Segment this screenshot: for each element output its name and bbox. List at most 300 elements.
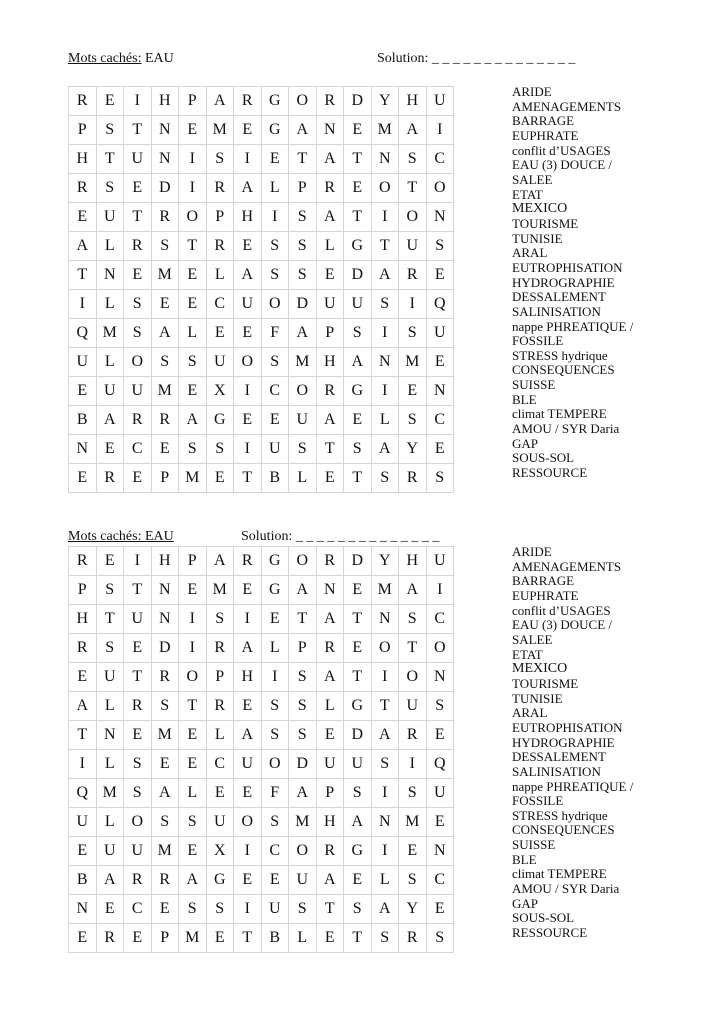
grid-cell[interactable]: Y xyxy=(399,895,427,924)
grid-cell[interactable]: O xyxy=(289,87,317,116)
grid-cell[interactable]: A xyxy=(151,779,179,808)
grid-cell[interactable]: A xyxy=(371,895,399,924)
grid-cell[interactable]: L xyxy=(179,319,207,348)
grid-cell[interactable]: C xyxy=(426,866,454,895)
grid-cell[interactable]: T xyxy=(344,663,372,692)
grid-cell[interactable]: A xyxy=(69,232,97,261)
grid-cell[interactable]: H xyxy=(69,145,97,174)
grid-cell[interactable]: R xyxy=(69,174,97,203)
grid-cell[interactable]: T xyxy=(96,605,124,634)
grid-cell[interactable]: I xyxy=(234,895,262,924)
grid-cell[interactable]: E xyxy=(206,319,234,348)
grid-cell[interactable]: U xyxy=(234,290,262,319)
grid-cell[interactable]: S xyxy=(124,319,152,348)
grid-cell[interactable]: L xyxy=(96,750,124,779)
grid-cell[interactable]: O xyxy=(124,348,152,377)
grid-cell[interactable]: E xyxy=(124,261,152,290)
grid-cell[interactable]: E xyxy=(179,721,207,750)
grid-cell[interactable]: O xyxy=(261,290,289,319)
grid-cell[interactable]: R xyxy=(69,87,97,116)
grid-cell[interactable]: U xyxy=(399,692,427,721)
grid-cell[interactable]: O xyxy=(261,750,289,779)
grid-cell[interactable]: O xyxy=(289,377,317,406)
grid-cell[interactable]: I xyxy=(179,605,207,634)
grid-cell[interactable]: C xyxy=(426,605,454,634)
grid-cell[interactable]: A xyxy=(179,866,207,895)
grid-cell[interactable]: N xyxy=(371,605,399,634)
grid-cell[interactable]: S xyxy=(151,348,179,377)
grid-cell[interactable]: S xyxy=(426,232,454,261)
grid-cell[interactable]: S xyxy=(289,663,317,692)
grid-cell[interactable]: A xyxy=(316,605,344,634)
grid-cell[interactable]: D xyxy=(344,87,372,116)
grid-cell[interactable]: S xyxy=(124,779,152,808)
grid-cell[interactable]: G xyxy=(344,232,372,261)
grid-cell[interactable]: T xyxy=(69,721,97,750)
grid-cell[interactable]: G xyxy=(261,576,289,605)
grid-cell[interactable]: S xyxy=(371,290,399,319)
grid-cell[interactable]: T xyxy=(316,895,344,924)
grid-cell[interactable]: S xyxy=(261,721,289,750)
grid-cell[interactable]: E xyxy=(426,895,454,924)
grid-cell[interactable]: E xyxy=(124,464,152,493)
grid-cell[interactable]: E xyxy=(69,663,97,692)
grid-cell[interactable]: E xyxy=(261,605,289,634)
grid-cell[interactable]: A xyxy=(289,576,317,605)
grid-cell[interactable]: S xyxy=(426,692,454,721)
grid-cell[interactable]: R xyxy=(316,377,344,406)
grid-cell[interactable]: D xyxy=(289,750,317,779)
grid-cell[interactable]: E xyxy=(179,261,207,290)
grid-cell[interactable]: P xyxy=(289,174,317,203)
grid-cell[interactable]: R xyxy=(206,692,234,721)
grid-cell[interactable]: R xyxy=(151,866,179,895)
grid-cell[interactable]: H xyxy=(399,87,427,116)
grid-cell[interactable]: A xyxy=(289,319,317,348)
grid-cell[interactable]: E xyxy=(206,464,234,493)
grid-cell[interactable]: C xyxy=(206,750,234,779)
grid-cell[interactable]: S xyxy=(179,808,207,837)
grid-cell[interactable]: B xyxy=(261,464,289,493)
grid-cell[interactable]: U xyxy=(261,435,289,464)
grid-cell[interactable]: I xyxy=(124,87,152,116)
grid-cell[interactable]: N xyxy=(69,435,97,464)
grid-cell[interactable]: B xyxy=(69,866,97,895)
grid-cell[interactable]: M xyxy=(151,837,179,866)
grid-cell[interactable]: T xyxy=(179,692,207,721)
grid-cell[interactable]: I xyxy=(234,377,262,406)
grid-cell[interactable]: R xyxy=(206,232,234,261)
grid-cell[interactable]: M xyxy=(289,808,317,837)
grid-cell[interactable]: S xyxy=(96,116,124,145)
grid-cell[interactable]: O xyxy=(399,663,427,692)
grid-cell[interactable]: M xyxy=(96,319,124,348)
grid-cell[interactable]: S xyxy=(344,779,372,808)
grid-cell[interactable]: A xyxy=(399,576,427,605)
grid-cell[interactable]: A xyxy=(206,547,234,576)
grid-cell[interactable]: T xyxy=(289,605,317,634)
grid-cell[interactable]: M xyxy=(371,116,399,145)
grid-cell[interactable]: S xyxy=(261,232,289,261)
grid-cell[interactable]: A xyxy=(344,808,372,837)
grid-cell[interactable]: G xyxy=(344,377,372,406)
grid-cell[interactable]: U xyxy=(206,348,234,377)
grid-cell[interactable]: E xyxy=(426,721,454,750)
grid-cell[interactable]: L xyxy=(206,721,234,750)
grid-cell[interactable]: S xyxy=(206,605,234,634)
grid-cell[interactable]: E xyxy=(96,895,124,924)
grid-cell[interactable]: U xyxy=(316,750,344,779)
grid-cell[interactable]: E xyxy=(234,576,262,605)
grid-cell[interactable]: R xyxy=(399,924,427,953)
grid-cell[interactable]: A xyxy=(234,634,262,663)
grid-cell[interactable]: S xyxy=(151,232,179,261)
grid-cell[interactable]: I xyxy=(371,377,399,406)
grid-cell[interactable]: E xyxy=(96,547,124,576)
grid-cell[interactable]: U xyxy=(426,547,454,576)
grid-cell[interactable]: R xyxy=(316,634,344,663)
grid-cell[interactable]: R xyxy=(316,87,344,116)
grid-cell[interactable]: A xyxy=(316,406,344,435)
grid-cell[interactable]: R xyxy=(206,174,234,203)
grid-cell[interactable]: S xyxy=(124,750,152,779)
grid-cell[interactable]: P xyxy=(289,634,317,663)
grid-cell[interactable]: N xyxy=(426,377,454,406)
grid-cell[interactable]: E xyxy=(399,837,427,866)
grid-cell[interactable]: M xyxy=(206,116,234,145)
grid-cell[interactable]: N xyxy=(371,145,399,174)
grid-cell[interactable]: T xyxy=(344,464,372,493)
grid-cell[interactable]: M xyxy=(179,924,207,953)
grid-cell[interactable]: T xyxy=(69,261,97,290)
grid-cell[interactable]: P xyxy=(316,319,344,348)
grid-cell[interactable]: S xyxy=(399,779,427,808)
grid-cell[interactable]: S xyxy=(179,895,207,924)
grid-cell[interactable]: M xyxy=(151,377,179,406)
grid-cell[interactable]: E xyxy=(344,406,372,435)
grid-cell[interactable]: I xyxy=(426,116,454,145)
grid-cell[interactable]: R xyxy=(124,406,152,435)
grid-cell[interactable]: S xyxy=(96,174,124,203)
grid-cell[interactable]: N xyxy=(151,116,179,145)
grid-cell[interactable]: A xyxy=(234,174,262,203)
grid-cell[interactable]: A xyxy=(344,348,372,377)
grid-cell[interactable]: S xyxy=(399,605,427,634)
grid-cell[interactable]: U xyxy=(289,866,317,895)
grid-cell[interactable]: E xyxy=(69,377,97,406)
grid-cell[interactable]: E xyxy=(234,116,262,145)
grid-cell[interactable]: L xyxy=(289,924,317,953)
grid-cell[interactable]: U xyxy=(124,837,152,866)
grid-cell[interactable]: T xyxy=(344,203,372,232)
grid-cell[interactable]: T xyxy=(234,464,262,493)
grid-cell[interactable]: R xyxy=(124,232,152,261)
grid-cell[interactable]: N xyxy=(371,808,399,837)
grid-cell[interactable]: U xyxy=(96,837,124,866)
grid-cell[interactable]: N xyxy=(426,663,454,692)
grid-cell[interactable]: N xyxy=(426,203,454,232)
grid-cell[interactable]: A xyxy=(96,406,124,435)
grid-cell[interactable]: I xyxy=(371,319,399,348)
grid-cell[interactable]: U xyxy=(124,605,152,634)
grid-cell[interactable]: G xyxy=(261,116,289,145)
grid-cell[interactable]: R xyxy=(124,692,152,721)
grid-cell[interactable]: I xyxy=(371,203,399,232)
grid-cell[interactable]: U xyxy=(426,319,454,348)
grid-cell[interactable]: D xyxy=(151,634,179,663)
grid-cell[interactable]: P xyxy=(316,779,344,808)
grid-cell[interactable]: N xyxy=(426,837,454,866)
grid-cell[interactable]: E xyxy=(96,87,124,116)
grid-cell[interactable]: S xyxy=(371,750,399,779)
grid-cell[interactable]: L xyxy=(96,808,124,837)
grid-cell[interactable]: P xyxy=(69,116,97,145)
grid-cell[interactable]: S xyxy=(289,692,317,721)
grid-cell[interactable]: U xyxy=(399,232,427,261)
grid-cell[interactable]: S xyxy=(426,464,454,493)
grid-cell[interactable]: R xyxy=(69,547,97,576)
grid-cell[interactable]: Y xyxy=(371,87,399,116)
grid-cell[interactable]: U xyxy=(316,290,344,319)
grid-cell[interactable]: T xyxy=(399,174,427,203)
grid-cell[interactable]: I xyxy=(426,576,454,605)
grid-cell[interactable]: U xyxy=(69,348,97,377)
grid-cell[interactable]: C xyxy=(124,435,152,464)
grid-cell[interactable]: A xyxy=(371,435,399,464)
grid-cell[interactable]: L xyxy=(316,232,344,261)
grid-cell[interactable]: M xyxy=(399,348,427,377)
grid-cell[interactable]: U xyxy=(261,895,289,924)
grid-cell[interactable]: L xyxy=(289,464,317,493)
grid-cell[interactable]: U xyxy=(344,290,372,319)
grid-cell[interactable]: I xyxy=(179,174,207,203)
grid-cell[interactable]: G xyxy=(261,547,289,576)
grid-cell[interactable]: R xyxy=(96,464,124,493)
grid-cell[interactable]: A xyxy=(289,116,317,145)
grid-cell[interactable]: E xyxy=(316,721,344,750)
grid-cell[interactable]: I xyxy=(234,145,262,174)
grid-cell[interactable]: R xyxy=(234,547,262,576)
grid-cell[interactable]: R xyxy=(399,261,427,290)
grid-cell[interactable]: T xyxy=(344,924,372,953)
grid-cell[interactable]: A xyxy=(316,663,344,692)
grid-cell[interactable]: X xyxy=(206,837,234,866)
grid-cell[interactable]: E xyxy=(179,377,207,406)
grid-cell[interactable]: L xyxy=(206,261,234,290)
grid-cell[interactable]: H xyxy=(316,808,344,837)
grid-cell[interactable]: E xyxy=(124,634,152,663)
grid-cell[interactable]: C xyxy=(261,837,289,866)
grid-cell[interactable]: M xyxy=(96,779,124,808)
grid-cell[interactable]: Y xyxy=(399,435,427,464)
grid-cell[interactable]: S xyxy=(344,435,372,464)
grid-cell[interactable]: E xyxy=(261,145,289,174)
grid-cell[interactable]: G xyxy=(206,866,234,895)
grid-cell[interactable]: L xyxy=(261,634,289,663)
grid-cell[interactable]: T xyxy=(371,232,399,261)
grid-cell[interactable]: T xyxy=(344,145,372,174)
grid-cell[interactable]: N xyxy=(69,895,97,924)
grid-cell[interactable]: T xyxy=(371,692,399,721)
grid-cell[interactable]: S xyxy=(261,348,289,377)
grid-cell[interactable]: E xyxy=(344,174,372,203)
grid-cell[interactable]: S xyxy=(261,261,289,290)
grid-cell[interactable]: S xyxy=(289,261,317,290)
grid-cell[interactable]: P xyxy=(151,464,179,493)
grid-cell[interactable]: A xyxy=(371,721,399,750)
grid-cell[interactable]: M xyxy=(151,721,179,750)
grid-cell[interactable]: M xyxy=(206,576,234,605)
grid-cell[interactable]: E xyxy=(69,464,97,493)
grid-cell[interactable]: E xyxy=(344,866,372,895)
grid-cell[interactable]: P xyxy=(206,663,234,692)
grid-cell[interactable]: A xyxy=(316,145,344,174)
grid-cell[interactable]: I xyxy=(179,145,207,174)
grid-cell[interactable]: D xyxy=(151,174,179,203)
grid-cell[interactable]: E xyxy=(234,779,262,808)
grid-cell[interactable]: E xyxy=(179,116,207,145)
grid-cell[interactable]: O xyxy=(179,663,207,692)
grid-cell[interactable]: S xyxy=(179,435,207,464)
grid-cell[interactable]: E xyxy=(179,750,207,779)
grid-cell[interactable]: P xyxy=(179,547,207,576)
grid-cell[interactable]: D xyxy=(289,290,317,319)
grid-cell[interactable]: O xyxy=(426,634,454,663)
grid-cell[interactable]: R xyxy=(399,464,427,493)
grid-cell[interactable]: S xyxy=(344,319,372,348)
grid-cell[interactable]: A xyxy=(316,203,344,232)
grid-cell[interactable]: P xyxy=(151,924,179,953)
grid-cell[interactable]: R xyxy=(316,837,344,866)
grid-cell[interactable]: P xyxy=(69,576,97,605)
grid-cell[interactable]: U xyxy=(344,750,372,779)
grid-cell[interactable]: O xyxy=(371,634,399,663)
grid-cell[interactable]: O xyxy=(399,203,427,232)
grid-cell[interactable]: N xyxy=(316,116,344,145)
grid-cell[interactable]: R xyxy=(124,866,152,895)
grid-cell[interactable]: E xyxy=(179,290,207,319)
grid-cell[interactable]: T xyxy=(124,203,152,232)
grid-cell[interactable]: E xyxy=(151,435,179,464)
grid-cell[interactable]: H xyxy=(316,348,344,377)
grid-cell[interactable]: R xyxy=(316,547,344,576)
grid-cell[interactable]: M xyxy=(289,348,317,377)
grid-cell[interactable]: T xyxy=(234,924,262,953)
grid-cell[interactable]: N xyxy=(96,721,124,750)
grid-cell[interactable]: U xyxy=(69,808,97,837)
grid-cell[interactable]: I xyxy=(179,634,207,663)
grid-cell[interactable]: S xyxy=(399,145,427,174)
grid-cell[interactable]: I xyxy=(69,750,97,779)
grid-cell[interactable]: S xyxy=(96,634,124,663)
grid-cell[interactable]: C xyxy=(124,895,152,924)
grid-cell[interactable]: O xyxy=(289,837,317,866)
grid-cell[interactable]: S xyxy=(344,895,372,924)
grid-cell[interactable]: G xyxy=(261,87,289,116)
grid-cell[interactable]: T xyxy=(289,145,317,174)
grid-cell[interactable]: I xyxy=(261,203,289,232)
grid-cell[interactable]: H xyxy=(69,605,97,634)
grid-cell[interactable]: A xyxy=(234,721,262,750)
grid-cell[interactable]: N xyxy=(316,576,344,605)
grid-cell[interactable]: S xyxy=(426,924,454,953)
grid-cell[interactable]: E xyxy=(124,721,152,750)
grid-cell[interactable]: E xyxy=(426,348,454,377)
grid-cell[interactable]: B xyxy=(261,924,289,953)
grid-cell[interactable]: A xyxy=(206,87,234,116)
grid-cell[interactable]: E xyxy=(151,750,179,779)
grid-cell[interactable]: Q xyxy=(426,290,454,319)
grid-cell[interactable]: O xyxy=(124,808,152,837)
grid-cell[interactable]: T xyxy=(316,435,344,464)
grid-cell[interactable]: U xyxy=(289,406,317,435)
grid-cell[interactable]: M xyxy=(179,464,207,493)
grid-cell[interactable]: E xyxy=(151,895,179,924)
grid-cell[interactable]: G xyxy=(344,837,372,866)
grid-cell[interactable]: R xyxy=(151,406,179,435)
grid-cell[interactable]: L xyxy=(371,866,399,895)
grid-cell[interactable]: E xyxy=(234,692,262,721)
grid-cell[interactable]: T xyxy=(124,576,152,605)
grid-cell[interactable]: E xyxy=(316,261,344,290)
grid-cell[interactable]: C xyxy=(426,406,454,435)
grid-cell[interactable]: O xyxy=(426,174,454,203)
grid-cell[interactable]: U xyxy=(426,87,454,116)
grid-cell[interactable]: E xyxy=(316,464,344,493)
grid-cell[interactable]: A xyxy=(234,261,262,290)
grid-cell[interactable]: I xyxy=(234,837,262,866)
grid-cell[interactable]: E xyxy=(234,319,262,348)
grid-cell[interactable]: N xyxy=(151,576,179,605)
grid-cell[interactable]: R xyxy=(151,663,179,692)
grid-cell[interactable]: H xyxy=(151,547,179,576)
grid-cell[interactable]: C xyxy=(426,145,454,174)
grid-cell[interactable]: T xyxy=(179,232,207,261)
grid-cell[interactable]: I xyxy=(371,837,399,866)
grid-cell[interactable]: F xyxy=(261,319,289,348)
grid-cell[interactable]: L xyxy=(261,174,289,203)
grid-cell[interactable]: H xyxy=(151,87,179,116)
grid-cell[interactable]: E xyxy=(344,576,372,605)
grid-cell[interactable]: U xyxy=(234,750,262,779)
grid-cell[interactable]: E xyxy=(234,866,262,895)
grid-cell[interactable]: S xyxy=(289,435,317,464)
grid-cell[interactable]: T xyxy=(124,663,152,692)
grid-cell[interactable]: E xyxy=(206,924,234,953)
grid-cell[interactable]: S xyxy=(206,895,234,924)
grid-cell[interactable]: Y xyxy=(371,547,399,576)
grid-cell[interactable]: E xyxy=(234,232,262,261)
grid-cell[interactable]: U xyxy=(206,808,234,837)
grid-cell[interactable]: A xyxy=(371,261,399,290)
grid-cell[interactable]: C xyxy=(206,290,234,319)
grid-cell[interactable]: I xyxy=(69,290,97,319)
grid-cell[interactable]: Q xyxy=(69,779,97,808)
grid-cell[interactable]: L xyxy=(96,232,124,261)
grid-cell[interactable]: Q xyxy=(426,750,454,779)
grid-cell[interactable]: S xyxy=(399,319,427,348)
grid-cell[interactable]: E xyxy=(426,261,454,290)
grid-cell[interactable]: G xyxy=(206,406,234,435)
grid-cell[interactable]: L xyxy=(179,779,207,808)
grid-cell[interactable]: D xyxy=(344,721,372,750)
grid-cell[interactable]: S xyxy=(261,808,289,837)
grid-cell[interactable]: S xyxy=(289,895,317,924)
grid-cell[interactable]: H xyxy=(399,547,427,576)
grid-cell[interactable]: X xyxy=(206,377,234,406)
grid-cell[interactable]: A xyxy=(289,779,317,808)
grid-cell[interactable]: T xyxy=(96,145,124,174)
